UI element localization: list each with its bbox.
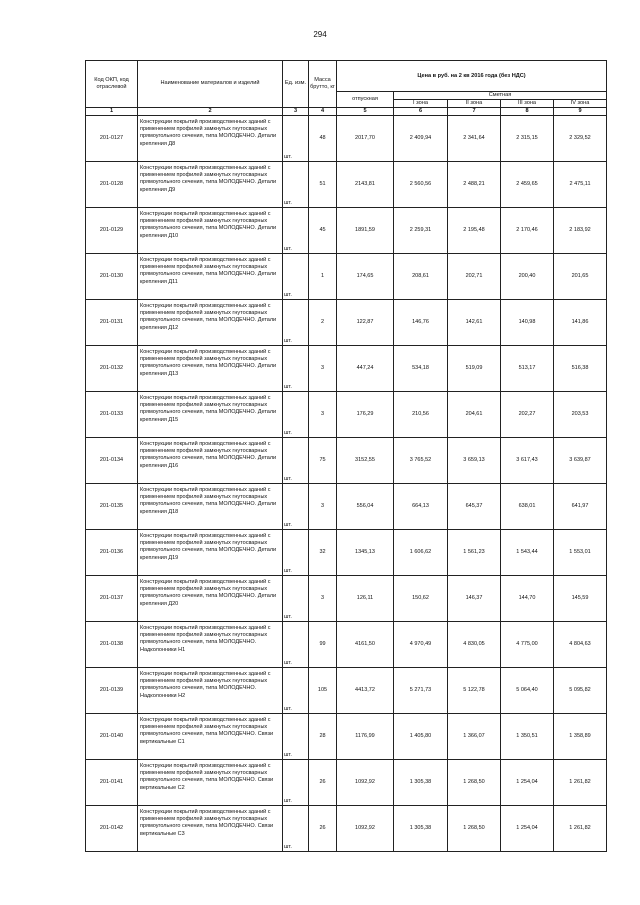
header-mass: Масса брутто, кг — [309, 61, 337, 108]
release-price-cell: 556,04 — [337, 483, 394, 529]
unit-cell: шт. — [283, 115, 309, 161]
zone-3-price-cell: 144,70 — [501, 575, 554, 621]
zone-3-price-cell: 1 543,44 — [501, 529, 554, 575]
okp-code-cell: 201-0130 — [86, 253, 138, 299]
item-name-cell: Конструкции покрытий производственных зданий с применением профилей замкнутых гнутосварных прямоугольного сечения, типа МОЛОДЕЧНО. Связи вертикальные С2 — [138, 759, 283, 805]
zone-1-price-cell: 534,18 — [394, 345, 448, 391]
zone-3-price-cell: 2 315,15 — [501, 115, 554, 161]
zone-2-price-cell: 1 366,07 — [448, 713, 501, 759]
table-row — [86, 437, 607, 483]
table-row — [86, 621, 607, 667]
okp-code-cell: 201-0133 — [86, 391, 138, 437]
mass-cell: 51 — [309, 161, 337, 207]
item-name-cell: Конструкции покрытий производственных зданий с применением профилей замкнутых гнутосварных прямоугольного сечения, типа МОЛОДЕЧНО. Детали крепления Д18 — [138, 483, 283, 529]
zone-1-price-cell: 3 765,52 — [394, 437, 448, 483]
zone-3-price-cell: 3 617,43 — [501, 437, 554, 483]
col-number: 3 — [283, 107, 309, 115]
unit-cell: шт. — [283, 529, 309, 575]
zone-3-price-cell: 5 064,40 — [501, 667, 554, 713]
zone-4-price-cell: 1 261,82 — [554, 759, 607, 805]
zone-3-price-cell: 2 170,46 — [501, 207, 554, 253]
table-row — [86, 161, 607, 207]
zone-4-price-cell: 1 358,89 — [554, 713, 607, 759]
table-row — [86, 575, 607, 621]
zone-4-price-cell: 2 183,92 — [554, 207, 607, 253]
unit-cell: шт. — [283, 253, 309, 299]
page-number: 294 — [313, 30, 327, 39]
mass-cell: 32 — [309, 529, 337, 575]
zone-2-price-cell: 645,37 — [448, 483, 501, 529]
col-number: 6 — [394, 107, 448, 115]
table-row — [86, 529, 607, 575]
col-number: 1 — [86, 107, 138, 115]
table-row — [86, 759, 607, 805]
zone-1-price-cell: 2 259,31 — [394, 207, 448, 253]
zone-4-price-cell: 5 095,82 — [554, 667, 607, 713]
zone-2-price-cell: 1 268,50 — [448, 805, 501, 851]
zone-3-price-cell: 200,40 — [501, 253, 554, 299]
mass-cell: 1 — [309, 253, 337, 299]
release-price-cell: 174,65 — [337, 253, 394, 299]
unit-cell: шт. — [283, 805, 309, 851]
item-name-cell: Конструкции покрытий производственных зданий с применением профилей замкнутых гнутосварных прямоугольного сечения, типа МОЛОДЕЧНО. Детали крепления Д10 — [138, 207, 283, 253]
zone-4-price-cell: 516,38 — [554, 345, 607, 391]
release-price-cell: 176,29 — [337, 391, 394, 437]
zone-2-price-cell: 202,71 — [448, 253, 501, 299]
mass-cell: 26 — [309, 759, 337, 805]
table-row — [86, 207, 607, 253]
unit-cell: шт. — [283, 207, 309, 253]
header-estimate-price: Сметная — [394, 92, 607, 100]
okp-code-cell: 201-0138 — [86, 621, 138, 667]
release-price-cell: 2017,70 — [337, 115, 394, 161]
header-price-group: Цена в руб. на 2 кв 2016 года (без НДС) — [337, 61, 607, 92]
zone-2-price-cell: 5 122,78 — [448, 667, 501, 713]
item-name-cell: Конструкции покрытий производственных зданий с применением профилей замкнутых гнутосварных прямоугольного сечения, типа МОЛОДЕЧНО. Детали крепления Д12 — [138, 299, 283, 345]
mass-cell: 75 — [309, 437, 337, 483]
release-price-cell: 1891,59 — [337, 207, 394, 253]
table-row — [86, 713, 607, 759]
zone-1-price-cell: 1 305,38 — [394, 805, 448, 851]
zone-1-price-cell: 1 606,62 — [394, 529, 448, 575]
okp-code-cell: 201-0132 — [86, 345, 138, 391]
zone-3-price-cell: 513,17 — [501, 345, 554, 391]
release-price-cell: 1092,92 — [337, 759, 394, 805]
mass-cell: 105 — [309, 667, 337, 713]
zone-2-price-cell: 1 268,50 — [448, 759, 501, 805]
okp-code-cell: 201-0141 — [86, 759, 138, 805]
zone-1-price-cell: 1 405,80 — [394, 713, 448, 759]
zone-2-price-cell: 2 195,48 — [448, 207, 501, 253]
okp-code-cell: 201-0131 — [86, 299, 138, 345]
release-price-cell: 4161,50 — [337, 621, 394, 667]
zone-2-price-cell: 4 830,05 — [448, 621, 501, 667]
okp-code-cell: 201-0142 — [86, 805, 138, 851]
zone-1-price-cell: 664,13 — [394, 483, 448, 529]
release-price-cell: 126,11 — [337, 575, 394, 621]
header-zone-4: IV зона — [554, 99, 607, 107]
table-row — [86, 805, 607, 851]
zone-4-price-cell: 4 804,63 — [554, 621, 607, 667]
zone-3-price-cell: 1 254,04 — [501, 759, 554, 805]
zone-1-price-cell: 4 970,49 — [394, 621, 448, 667]
header-release-price: отпускная — [337, 92, 394, 108]
unit-cell: шт. — [283, 437, 309, 483]
zone-1-price-cell: 146,76 — [394, 299, 448, 345]
zone-2-price-cell: 2 488,21 — [448, 161, 501, 207]
zone-2-price-cell: 519,09 — [448, 345, 501, 391]
table-row — [86, 253, 607, 299]
mass-cell: 45 — [309, 207, 337, 253]
zone-4-price-cell: 1 261,82 — [554, 805, 607, 851]
header-zone-1: I зона — [394, 99, 448, 107]
header-name: Наименование материалов и изделий — [138, 61, 283, 108]
item-name-cell: Конструкции покрытий производственных зданий с применением профилей замкнутых гнутосварных прямоугольного сечения, типа МОЛОДЕЧНО. Детали крепления Д15 — [138, 391, 283, 437]
okp-code-cell: 201-0137 — [86, 575, 138, 621]
mass-cell: 3 — [309, 345, 337, 391]
zone-3-price-cell: 202,27 — [501, 391, 554, 437]
zone-1-price-cell: 150,62 — [394, 575, 448, 621]
zone-2-price-cell: 2 341,64 — [448, 115, 501, 161]
release-price-cell: 1345,13 — [337, 529, 394, 575]
unit-cell: шт. — [283, 575, 309, 621]
okp-code-cell: 201-0129 — [86, 207, 138, 253]
table-row — [86, 667, 607, 713]
zone-3-price-cell: 140,98 — [501, 299, 554, 345]
okp-code-cell: 201-0134 — [86, 437, 138, 483]
zone-3-price-cell: 1 254,04 — [501, 805, 554, 851]
item-name-cell: Конструкции покрытий производственных зданий с применением профилей замкнутых гнутосварных прямоугольного сечения, типа МОЛОДЕЧНО. Детали крепления Д13 — [138, 345, 283, 391]
mass-cell: 3 — [309, 575, 337, 621]
item-name-cell: Конструкции покрытий производственных зданий с применением профилей замкнутых гнутосварных прямоугольного сечения, типа МОЛОДЕЧНО. Детали крепления Д8 — [138, 115, 283, 161]
okp-code-cell: 201-0127 — [86, 115, 138, 161]
release-price-cell: 2143,81 — [337, 161, 394, 207]
mass-cell: 99 — [309, 621, 337, 667]
mass-cell: 3 — [309, 483, 337, 529]
unit-cell: шт. — [283, 667, 309, 713]
zone-4-price-cell: 641,97 — [554, 483, 607, 529]
unit-cell: шт. — [283, 483, 309, 529]
zone-4-price-cell: 145,59 — [554, 575, 607, 621]
header-zone-3: III зона — [501, 99, 554, 107]
release-price-cell: 1092,92 — [337, 805, 394, 851]
okp-code-cell: 201-0136 — [86, 529, 138, 575]
col-number: 7 — [448, 107, 501, 115]
zone-1-price-cell: 2 560,56 — [394, 161, 448, 207]
zone-2-price-cell: 146,37 — [448, 575, 501, 621]
unit-cell: шт. — [283, 161, 309, 207]
table-body — [86, 115, 607, 851]
release-price-cell: 3152,55 — [337, 437, 394, 483]
zone-4-price-cell: 3 639,87 — [554, 437, 607, 483]
release-price-cell: 122,87 — [337, 299, 394, 345]
item-name-cell: Конструкции покрытий производственных зданий с применением профилей замкнутых гнутосварных прямоугольного сечения, типа МОЛОДЕЧНО. Детали крепления Д19 — [138, 529, 283, 575]
release-price-cell: 1176,99 — [337, 713, 394, 759]
unit-cell: шт. — [283, 621, 309, 667]
item-name-cell: Конструкции покрытий производственных зданий с применением профилей замкнутых гнутосварных прямоугольного сечения, типа МОЛОДЕЧНО. Детали крепления Д11 — [138, 253, 283, 299]
unit-cell: шт. — [283, 345, 309, 391]
col-number: 4 — [309, 107, 337, 115]
mass-cell: 2 — [309, 299, 337, 345]
mass-cell: 26 — [309, 805, 337, 851]
zone-3-price-cell: 638,01 — [501, 483, 554, 529]
zone-1-price-cell: 210,56 — [394, 391, 448, 437]
zone-2-price-cell: 1 561,23 — [448, 529, 501, 575]
item-name-cell: Конструкции покрытий производственных зданий с применением профилей замкнутых гнутосварных прямоугольного сечения, типа МОЛОДЕЧНО. Детали крепления Д20 — [138, 575, 283, 621]
col-number: 9 — [554, 107, 607, 115]
zone-1-price-cell: 208,61 — [394, 253, 448, 299]
zone-4-price-cell: 2 475,11 — [554, 161, 607, 207]
col-number: 2 — [138, 107, 283, 115]
table-row — [86, 483, 607, 529]
zone-1-price-cell: 1 305,38 — [394, 759, 448, 805]
header-zone-2: II зона — [448, 99, 501, 107]
item-name-cell: Конструкции покрытий производственных зданий с применением профилей замкнутых гнутосварных прямоугольного сечения, типа МОЛОДЕЧНО. Надколонники Н1 — [138, 621, 283, 667]
release-price-cell: 447,24 — [337, 345, 394, 391]
header-code: Код ОКП, код отраслевой — [86, 61, 138, 108]
item-name-cell: Конструкции покрытий производственных зданий с применением профилей замкнутых гнутосварных прямоугольного сечения, типа МОЛОДЕЧНО. Надколонники Н2 — [138, 667, 283, 713]
table-row — [86, 115, 607, 161]
zone-4-price-cell: 141,86 — [554, 299, 607, 345]
zone-3-price-cell: 2 459,65 — [501, 161, 554, 207]
zone-4-price-cell: 201,65 — [554, 253, 607, 299]
table-row — [86, 345, 607, 391]
unit-cell: шт. — [283, 713, 309, 759]
price-table — [85, 60, 607, 852]
mass-cell: 3 — [309, 391, 337, 437]
table-row — [86, 299, 607, 345]
okp-code-cell: 201-0140 — [86, 713, 138, 759]
item-name-cell: Конструкции покрытий производственных зданий с применением профилей замкнутых гнутосварных прямоугольного сечения, типа МОЛОДЕЧНО. Связи вертикальные С1 — [138, 713, 283, 759]
zone-4-price-cell: 1 553,01 — [554, 529, 607, 575]
zone-1-price-cell: 5 271,73 — [394, 667, 448, 713]
item-name-cell: Конструкции покрытий производственных зданий с применением профилей замкнутых гнутосварных прямоугольного сечения, типа МОЛОДЕЧНО. Детали крепления Д9 — [138, 161, 283, 207]
zone-4-price-cell: 2 329,52 — [554, 115, 607, 161]
okp-code-cell: 201-0139 — [86, 667, 138, 713]
col-number: 8 — [501, 107, 554, 115]
unit-cell: шт. — [283, 759, 309, 805]
zone-2-price-cell: 204,61 — [448, 391, 501, 437]
table-header — [86, 61, 607, 116]
col-number: 5 — [337, 107, 394, 115]
unit-cell: шт. — [283, 299, 309, 345]
zone-3-price-cell: 4 775,00 — [501, 621, 554, 667]
mass-cell: 28 — [309, 713, 337, 759]
zone-3-price-cell: 1 350,51 — [501, 713, 554, 759]
unit-cell: шт. — [283, 391, 309, 437]
zone-2-price-cell: 142,61 — [448, 299, 501, 345]
header-unit: Ед. изм. — [283, 61, 309, 108]
item-name-cell: Конструкции покрытий производственных зданий с применением профилей замкнутых гнутосварных прямоугольного сечения, типа МОЛОДЕЧНО. Детали крепления Д16 — [138, 437, 283, 483]
zone-1-price-cell: 2 409,94 — [394, 115, 448, 161]
item-name-cell: Конструкции покрытий производственных зданий с применением профилей замкнутых гнутосварных прямоугольного сечения, типа МОЛОДЕЧНО. Связи вертикальные С3 — [138, 805, 283, 851]
zone-2-price-cell: 3 659,13 — [448, 437, 501, 483]
zone-4-price-cell: 203,53 — [554, 391, 607, 437]
okp-code-cell: 201-0128 — [86, 161, 138, 207]
okp-code-cell: 201-0135 — [86, 483, 138, 529]
mass-cell: 48 — [309, 115, 337, 161]
table-row — [86, 391, 607, 437]
release-price-cell: 4413,72 — [337, 667, 394, 713]
